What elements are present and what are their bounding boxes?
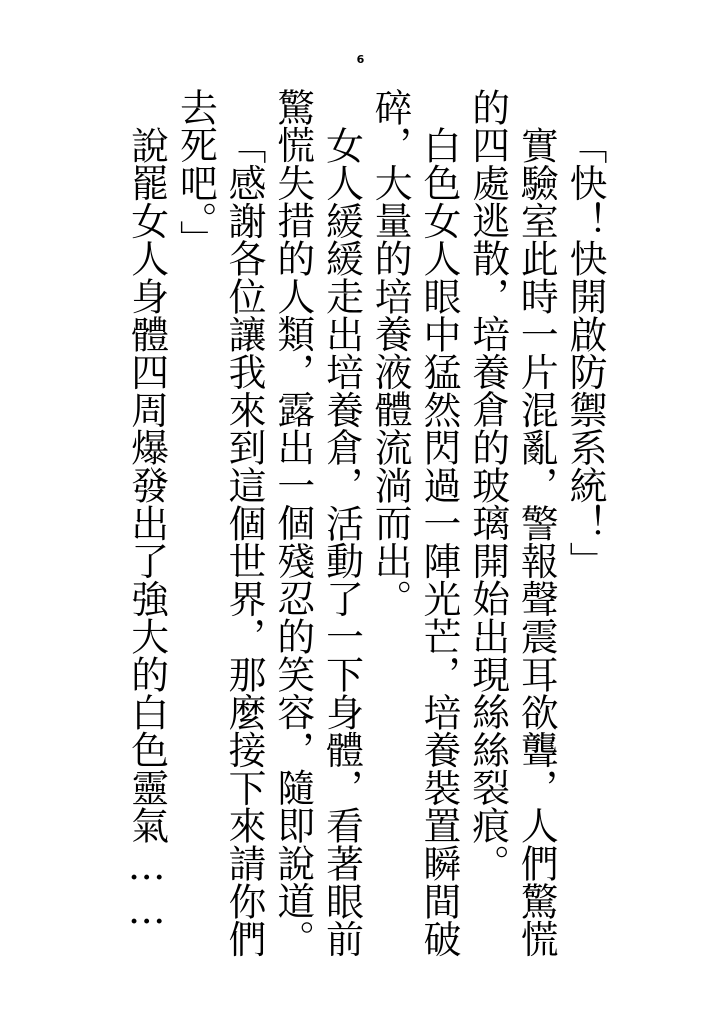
page-number: 6 [356,53,365,66]
body-text [122,88,609,968]
paragraph-4: 女人緩緩走出培養倉，活動了一下身體，看著眼前驚慌失措的人類，露出一個殘忍的笑容，隨即說道。 [270,88,364,958]
paragraph-1: 「快！快開啟防禦系統！」 [563,125,607,580]
paragraph-2: 實驗室此時一片混亂，警報聲震耳欲聾，人們驚慌的四處逃散，培養倉的玻璃開始出現絲絲裂痕。 [465,88,559,958]
paragraph-6: 說罷女人身體四周爆發出了強大的白色靈氣…… [124,125,169,932]
paragraph-5: 「感謝各位讓我來到這個世界，那麼接下來請你們去死吧。」 [173,88,267,958]
paragraph-3: 白色女人眼中猛然閃過一陣光芒，培養裝置瞬間破碎，大量的培養液體流淌而出。 [368,88,461,958]
